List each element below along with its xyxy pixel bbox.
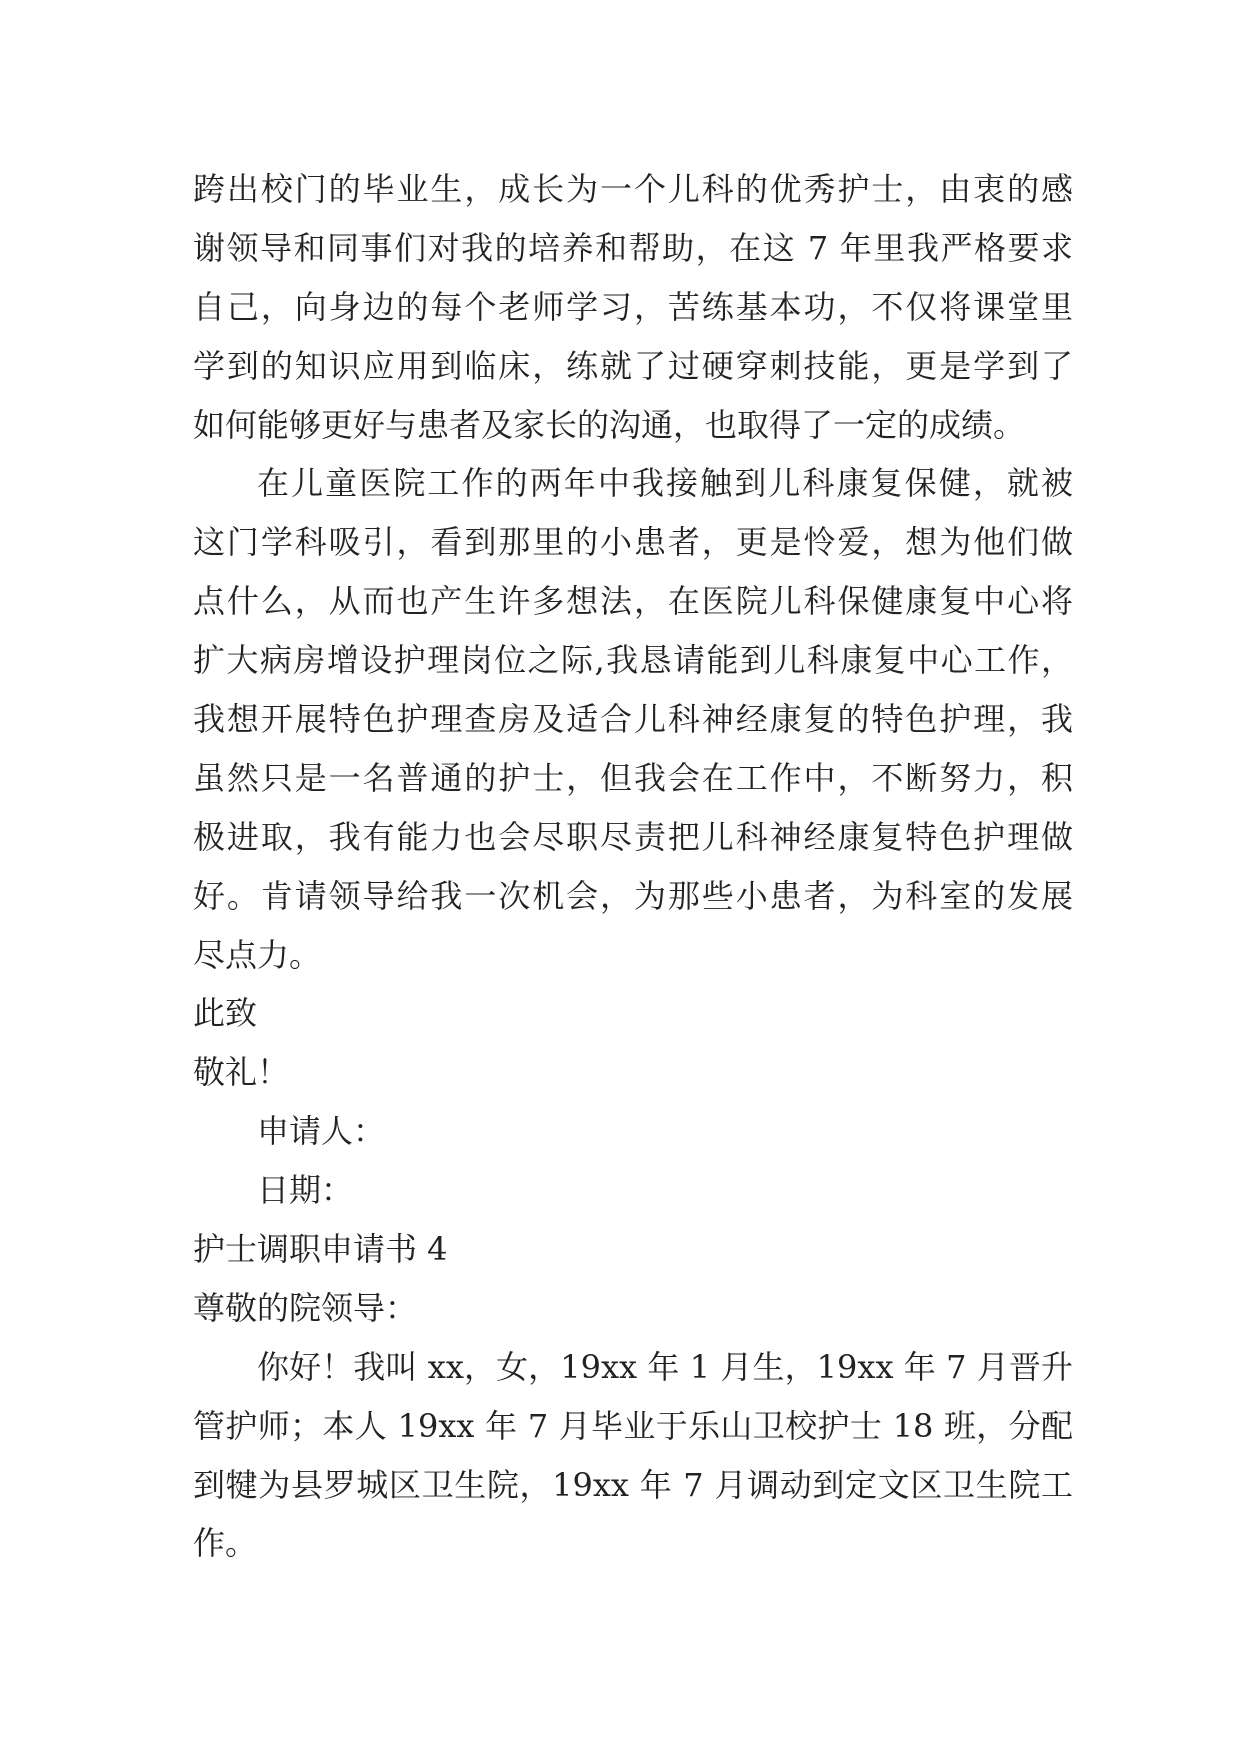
paragraph-line: 扩大病房增设护理岗位之际,我恳请能到儿科康复中心工作， — [193, 641, 1073, 680]
paragraph-line: 这门学科吸引，看到那里的小患者，更是怜爱，想为他们做 — [193, 523, 1073, 562]
paragraph-3 — [193, 1338, 1073, 1574]
paragraph-line: 管护师；本人 19xx 年 7 月毕业于乐山卫校护士 18 班，分配 — [193, 1406, 1073, 1445]
paragraph-line: 在儿童医院工作的两年中我接触到儿科康复保健，就被 — [257, 464, 1073, 503]
paragraph-line: 极进取，我有能力也会尽职尽责把儿科神经康复特色护理做 — [193, 817, 1073, 856]
closing-block — [193, 984, 1073, 1220]
paragraph-line: 你好！我叫 xx，女，19xx 年 1 月生，19xx 年 7 月晋升 — [257, 1347, 1073, 1386]
paragraph-line: 作。 — [193, 1524, 258, 1563]
section-title: 护士调职申请书 4 — [193, 1230, 448, 1269]
greeting: 尊敬的院领导： — [193, 1288, 418, 1327]
paragraph-line: 尽点力。 — [193, 935, 322, 974]
paragraph-line: 谢领导和同事们对我的培养和帮助，在这 7 年里我严格要求 — [193, 228, 1073, 267]
paragraph-line: 跨出校门的毕业生，成长为一个儿科的优秀护士，由衷的感 — [193, 170, 1073, 208]
applicant-label: 申请人： — [257, 1112, 386, 1151]
document-body — [193, 160, 1073, 1573]
paragraph-line: 自己，向身边的每个老师学习，苦练基本功，不仅将课堂里 — [193, 287, 1073, 326]
paragraph-1 — [193, 160, 1073, 454]
paragraph-line: 到犍为县罗城区卫生院，19xx 年 7 月调动到定文区卫生院工 — [193, 1465, 1073, 1504]
paragraph-line: 虽然只是一名普通的护士，但我会在工作中，不断努力，积 — [193, 758, 1073, 797]
salutation-jing-li: 敬礼！ — [193, 1053, 290, 1092]
paragraph-line: 点什么，从而也产生许多想法，在医院儿科保健康复中心将 — [193, 582, 1073, 621]
paragraph-line: 如何能够更好与患者及家长的沟通，也取得了一定的成绩。 — [193, 405, 1026, 444]
paragraph-line: 学到的知识应用到临床，练就了过硬穿刺技能，更是学到了 — [193, 346, 1073, 385]
paragraph-2 — [193, 454, 1073, 984]
paragraph-line: 好。肯请领导给我一次机会，为那些小患者，为科室的发展 — [193, 876, 1073, 915]
salutation-ci-zhi: 此致 — [193, 994, 258, 1033]
paragraph-line: 我想开展特色护理查房及适合儿科神经康复的特色护理，我 — [193, 700, 1073, 739]
date-label: 日期： — [257, 1171, 354, 1210]
